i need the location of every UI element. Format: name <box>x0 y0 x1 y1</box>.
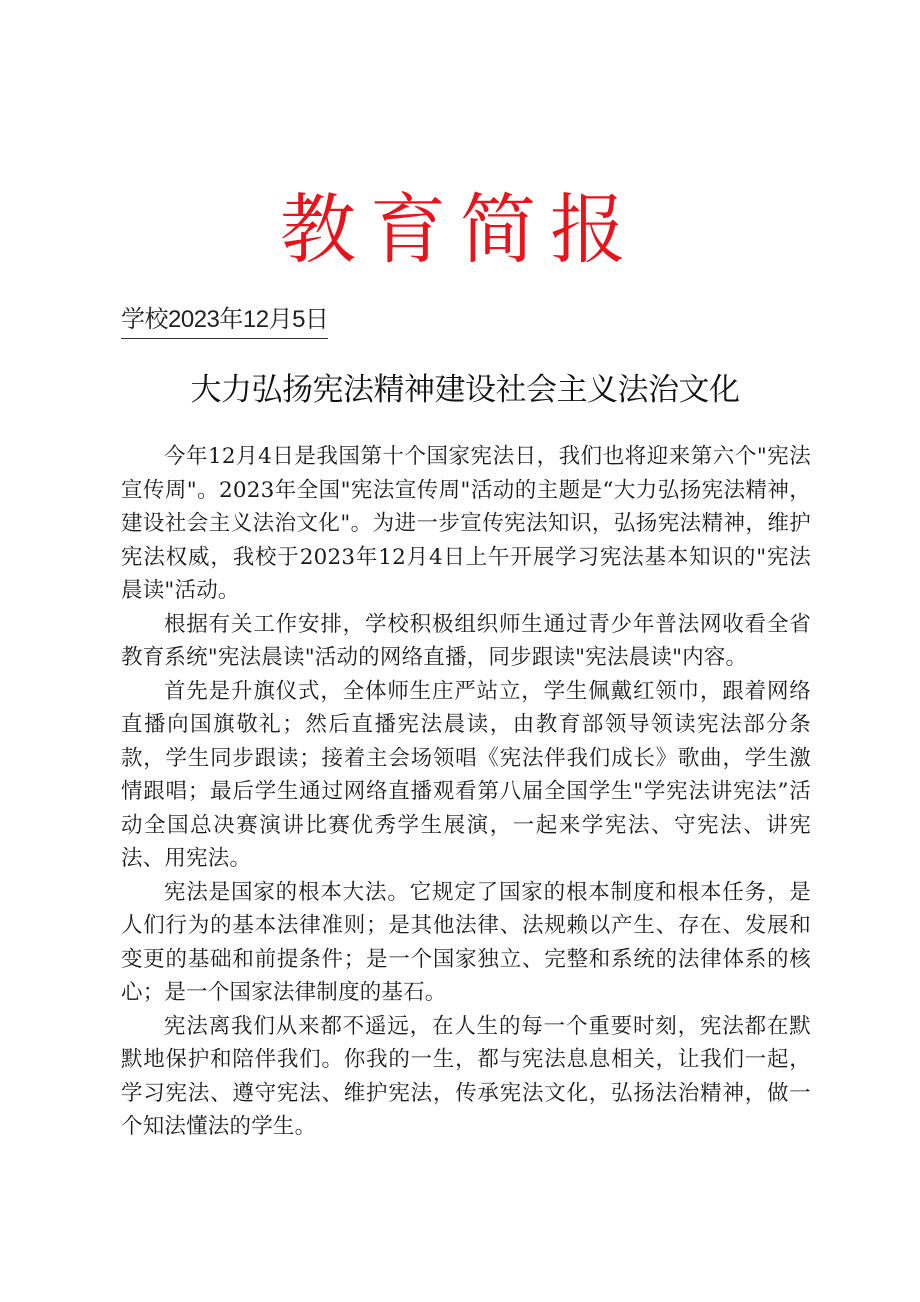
dateline: 学校2023年12月5日 <box>121 302 328 339</box>
article-paragraph: 宪法是国家的根本大法。它规定了国家的根本制度和根本任务，是人们行为的基本法律准则；是其他法律、法规赖以产生、存在、发展和变更的基础和前提条件；是一个国家独立、完整和系统的法律体系的核心；是一个国家法律制度的基石。 <box>121 879 811 1005</box>
masthead-title: 教育简报 <box>280 185 640 274</box>
article-paragraph: 宪法离我们从来都不遥远，在人生的每一个重要时刻，宪法都在默默地保护和陪伴我们。你我的一生，都与宪法息息相关，让我们一起，学习宪法、遵守宪法、维护宪法，传承宪法文化，弘扬法治精神，做一个知法懂法的学生。 <box>121 1013 811 1139</box>
article-body <box>121 440 811 1144</box>
article-headline: 大力弘扬宪法精神建设社会主义法治文化 <box>190 372 740 408</box>
article-paragraph: 今年12月4日是我国第十个国家宪法日，我们也将迎来第六个"宪法宣传周"。2023年全国"宪法宣传周"活动的主题是“大力弘扬宪法精神，建设社会主义法治文化"。为进一步宣传宪法知识，弘扬宪法精神，维护宪法权威，我校于2023年12月4日上午开展学习宪法基本知识的"宪法晨读"活动。 <box>121 444 811 603</box>
article-paragraph: 根据有关工作安排，学校积极组织师生通过青少年普法网收看全省教育系统"宪法晨读"活动的网络直播，同步跟读"宪法晨读"内容。 <box>121 611 811 670</box>
article-paragraph: 首先是升旗仪式，全体师生庄严站立，学生佩戴红领巾，跟着网络直播向国旗敬礼；然后直播宪法晨读，由教育部领导领读宪法部分条款，学生同步跟读；接着主会场领唱《宪法伴我们成长》歌曲，学生激情跟唱；最后学生通过网络直播观看第八届全国学生"学宪法讲宪法”活动全国总决赛演讲比赛优秀学生展演，一起来学宪法、守宪法、讲宪法、用宪法。 <box>121 678 811 871</box>
